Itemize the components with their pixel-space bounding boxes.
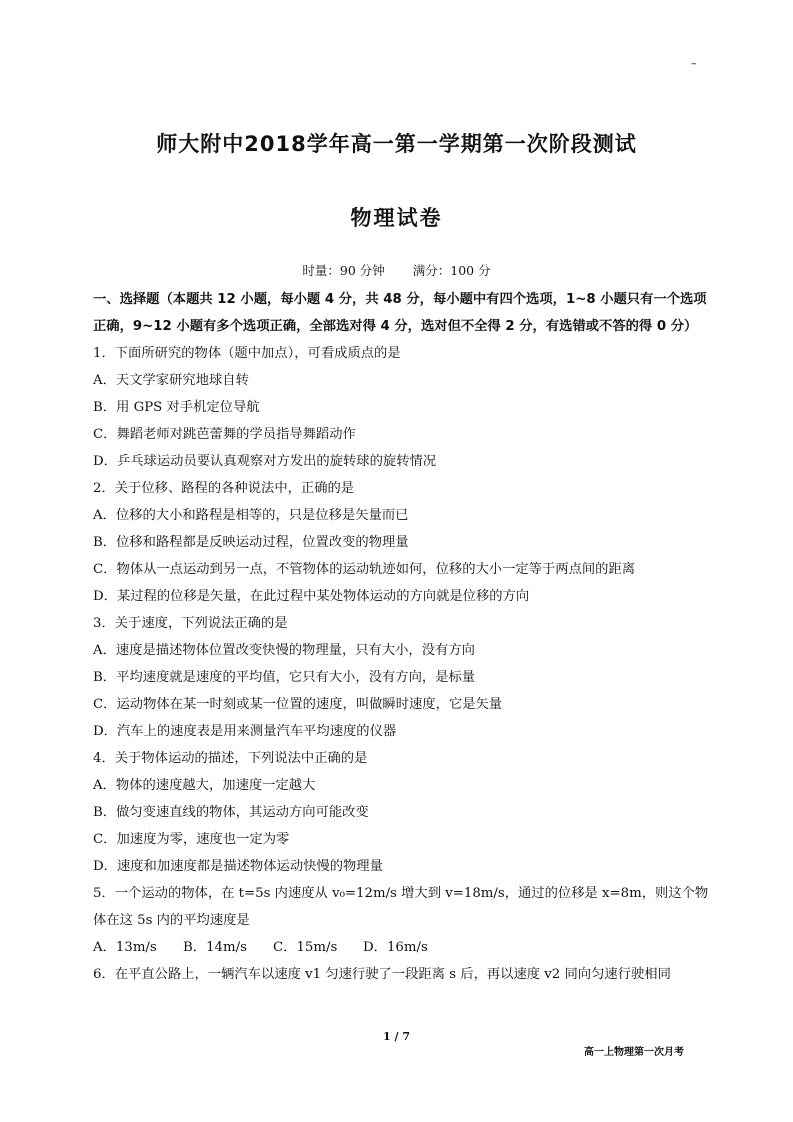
question-4 bbox=[93, 745, 711, 880]
question-3 bbox=[93, 610, 711, 745]
option-b: B．位移和路程都是反映运动过程，位置改变的物理量 bbox=[93, 535, 409, 550]
page-subtitle: 物理试卷 bbox=[350, 206, 443, 230]
option-b: B．平均速度就是速度的平均值，它只有大小，没有方向，是标量 bbox=[93, 670, 476, 685]
options-row bbox=[93, 934, 711, 961]
question-stem: 3．关于速度，下列说法正确的是 bbox=[93, 616, 288, 631]
option-b: B．用 GPS 对手机定位导航 bbox=[93, 400, 260, 415]
question-6-stem: 6．在平直公路上，一辆汽车以速度 v1 匀速行驶了一段距离 s 后，再以速度 v2 同向匀速行驶相同 bbox=[93, 967, 671, 982]
option-c: C．加速度为零，速度也一定为零 bbox=[93, 832, 290, 847]
option-c: C．物体从一点运动到另一点，不管物体的运动轨迹如何，位移的大小一定等于两点间的距离 bbox=[93, 562, 636, 577]
page-title: 师大附中2018学年高一第一学期第一次阶段测试 bbox=[156, 132, 637, 156]
option-a: A．位移的大小和路程是相等的，只是位移是矢量而已 bbox=[93, 508, 409, 523]
question-stem-continued: 体在这 5s 内的平均速度是 bbox=[93, 913, 250, 928]
option-b: B．做匀变速直线的物体，其运动方向可能改变 bbox=[93, 805, 369, 820]
option-c: C．运动物体在某一时刻或某一位置的速度，叫做瞬时速度，它是矢量 bbox=[93, 697, 503, 712]
question-5 bbox=[93, 880, 711, 961]
exam-score: 满分：100 分 bbox=[412, 263, 491, 278]
section-heading: 一、选择题（本题共 12 小题，每小题 4 分，共 48 分，每小题中有四个选项，1~8 小题只有一个选项正确，9~12 小题有多个选项正确，全部选对得 4 分，选对但不全得 2 分，有选错或不答的得 0 分） bbox=[93, 292, 707, 334]
option-d: D．某过程的位移是矢量，在此过程中某处物体运动的方向就是位移的方向 bbox=[93, 589, 530, 604]
question-stem: 5．一个运动的物体，在 t=5s 内速度从 v₀=12m/s 增大到 v=18m/s，通过的位移是 x=8m，则这个物 bbox=[93, 886, 709, 901]
option-d: D．汽车上的速度表是用来测量汽车平均速度的仪器 bbox=[93, 724, 397, 739]
option-d: D．乒乓球运动员要认真观察对方发出的旋转球的旋转情况 bbox=[93, 454, 437, 469]
option-d: D．速度和加速度都是描述物体运动快慢的物理量 bbox=[93, 859, 383, 874]
page-number: 1 / 7 bbox=[383, 1030, 410, 1043]
option-d: D．16m/s bbox=[363, 940, 428, 955]
option-c: C．15m/s bbox=[273, 940, 338, 955]
option-a: A．物体的速度越大，加速度一定越大 bbox=[93, 778, 316, 793]
question-1 bbox=[93, 340, 711, 475]
option-a: A．13m/s bbox=[93, 940, 157, 955]
question-body bbox=[93, 286, 711, 988]
question-stem: 4．关于物体运动的描述，下列说法中正确的是 bbox=[93, 751, 368, 766]
question-stem: 2．关于位移、路程的各种说法中，正确的是 bbox=[93, 481, 355, 496]
option-a: A．速度是描述物体位置改变快慢的物理量，只有大小，没有方向 bbox=[93, 643, 475, 658]
exam-meta bbox=[0, 261, 793, 279]
footer-label: 高一上物理第一次月考 bbox=[584, 1047, 684, 1058]
option-b: B．14m/s bbox=[183, 940, 247, 955]
question-2 bbox=[93, 475, 711, 610]
option-c: C．舞蹈老师对跳芭蕾舞的学员指导舞蹈动作 bbox=[93, 427, 356, 442]
option-a: A．天文学家研究地球自转 bbox=[93, 373, 249, 388]
exam-time: 时量：90 分钟 bbox=[302, 263, 385, 278]
question-stem: 1．下面所研究的物体（题中加点），可看成质点的是 bbox=[93, 346, 401, 361]
corner-mark: – bbox=[691, 57, 697, 70]
